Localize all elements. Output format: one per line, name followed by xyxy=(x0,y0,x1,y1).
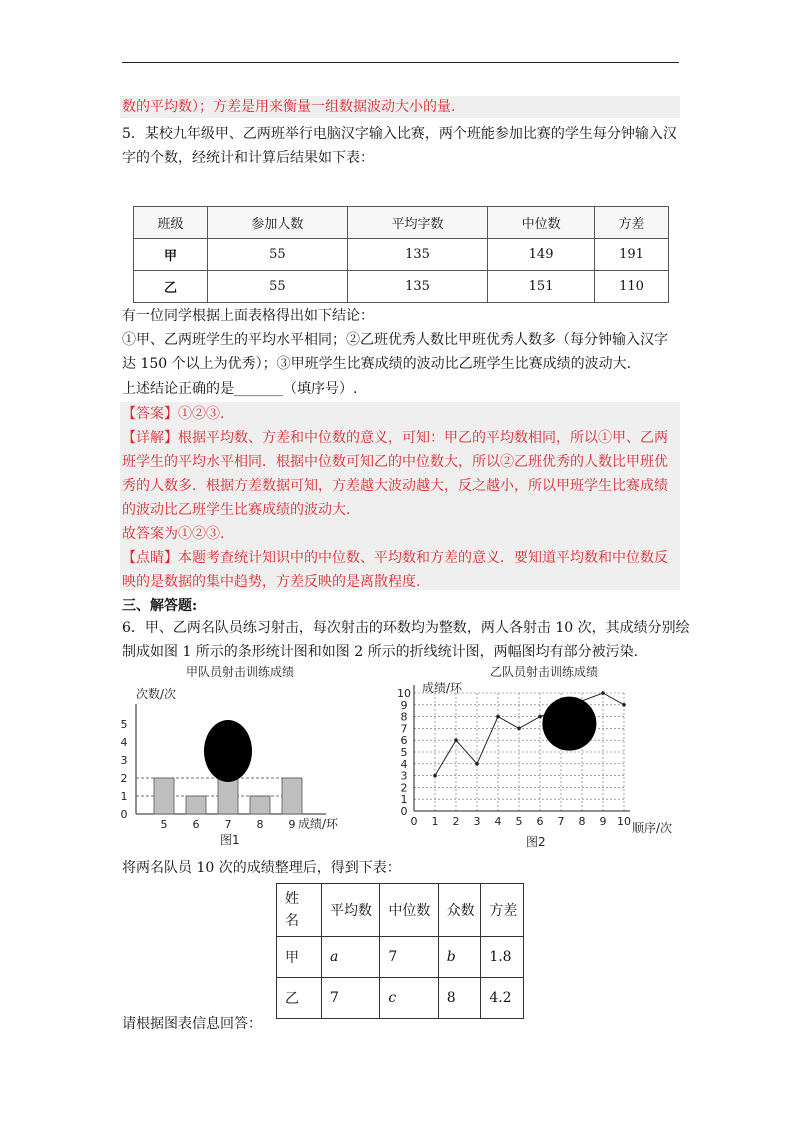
q5-th: 中位数 xyxy=(488,207,595,239)
q5-cell: 135 xyxy=(347,239,487,271)
chart2-point xyxy=(538,715,542,719)
chart1-title: 甲队员射击训练成绩 xyxy=(185,665,295,679)
q6-table-header xyxy=(277,884,524,937)
q5-cell: 191 xyxy=(595,239,669,271)
intro-text: 数的平均数）；方差是用来衡量一组数据波动大小的量. xyxy=(122,99,456,115)
chart1-x-tick: 8 xyxy=(256,818,264,831)
chart2-point xyxy=(622,703,626,707)
chart2-y-tick: 2 xyxy=(400,781,408,795)
chart2-grid xyxy=(397,685,631,828)
q5-th: 平均字数 xyxy=(347,207,487,239)
chart2-y-tick: 7 xyxy=(400,722,408,736)
chart2-point xyxy=(601,691,605,695)
chart2-y-tick: 5 xyxy=(400,746,408,759)
q6-line2: 制成如图 1 所示的条形统计图和如图 2 所示的折线统计图，两幅图均有部分被污染. xyxy=(122,644,639,660)
chart1-x-tick: 5 xyxy=(160,818,168,831)
q6-th: 中位数 xyxy=(380,884,438,937)
chart2-x-tick: 10 xyxy=(617,815,631,828)
chart2-x-tick: 8 xyxy=(578,815,586,828)
chart1-bar xyxy=(282,778,302,814)
q5-th: 班级 xyxy=(134,207,208,239)
q6-line1: 6．甲、乙两名队员练习射击，每次射击的环数均为整数，两人各射击 10 次，其成绩分别绘 xyxy=(122,620,690,636)
q6-cell: b xyxy=(438,937,481,978)
q5-cell: 55 xyxy=(207,271,347,303)
chart2-x-tick: 9 xyxy=(599,815,607,828)
detail-line: 的波动比乙班学生比赛成绩的波动大. xyxy=(122,502,351,518)
q5-table xyxy=(133,206,669,303)
bar-chart-figure1 xyxy=(110,660,370,850)
chart2-title: 乙队员射击训练成绩 xyxy=(489,665,599,679)
q5-cell: 甲 xyxy=(134,239,208,271)
detail-line: 班学生的平均水平相同．根据中位数可知乙的中位数大，所以②乙班优秀的人数比甲班优 xyxy=(122,454,668,470)
table-row xyxy=(277,978,524,1019)
q6-th: 平均数 xyxy=(322,884,380,937)
q6-th-name xyxy=(277,884,322,937)
chart1-y-tick: 3 xyxy=(120,754,128,767)
chart2-y-tick: 4 xyxy=(400,757,408,771)
chart1-bar xyxy=(154,778,174,814)
q5-cell: 乙 xyxy=(134,271,208,303)
chart1-x-tick: 7 xyxy=(224,818,232,831)
chart2-point xyxy=(496,715,500,719)
q6-cell: c xyxy=(380,978,438,1019)
section-title: 三、解答题: xyxy=(122,598,198,614)
q5-line2: 字的个数，经统计和计算后结果如下表： xyxy=(122,150,374,166)
q6-cell: 7 xyxy=(380,937,438,978)
detail-line: 秀的人数多．根据方差数据可知，方差越大波动越大，反之越小，所以甲班学生比赛成绩 xyxy=(122,478,668,494)
header-rule xyxy=(122,62,679,63)
q6-cell: 8 xyxy=(438,978,481,1019)
chart2-x-tick: 4 xyxy=(494,815,502,828)
chart2-point xyxy=(433,774,437,778)
chart1-x-tick: 6 xyxy=(192,818,200,831)
chart1-bar xyxy=(218,778,238,814)
chart2-y-tick: 1 xyxy=(400,793,408,807)
q6-cell: 1.8 xyxy=(481,937,524,978)
q5-th: 参加人数 xyxy=(207,207,347,239)
q6-table xyxy=(276,883,524,1019)
q6-cell: 乙 xyxy=(277,978,322,1019)
detail-line: 故答案为①②③. xyxy=(122,526,225,542)
chart2-y-tick: 9 xyxy=(400,698,408,712)
chart2-x-tick: 7 xyxy=(557,815,565,828)
chart2-x-tick: 1 xyxy=(431,815,439,828)
q5-cell: 151 xyxy=(488,271,595,303)
detail-line: 【详解】根据平均数、方差和中位数的意义，可知：甲乙的平均数相同，所以①甲、乙两 xyxy=(122,430,668,446)
chart2-x-tick: 3 xyxy=(473,815,481,828)
q6-th: 方差 xyxy=(481,884,524,937)
chart1-y-tick: 4 xyxy=(120,736,128,749)
chart1-x-tick: 9 xyxy=(288,818,296,831)
chart2-xlabel: 顺序/次 xyxy=(632,821,673,835)
answer-text: 【答案】①②③. xyxy=(122,406,225,422)
chart2-x-tick: 5 xyxy=(515,815,523,828)
chart2-marks xyxy=(433,691,626,777)
chart2-point xyxy=(475,762,479,766)
chart2-y-tick: 0 xyxy=(400,805,408,818)
q5-cell: 55 xyxy=(207,239,347,271)
chart2-point xyxy=(454,738,458,742)
chart2-y-tick: 3 xyxy=(400,769,408,783)
q5-conclusion-1: ①甲、乙两班学生的平均水平相同；②乙班优秀人数比甲班优秀人数多（每分钟输入汉字 xyxy=(122,332,668,348)
chart1-ink-blot xyxy=(204,720,252,782)
q5-cell: 149 xyxy=(488,239,595,271)
chart2-x-tick: 2 xyxy=(452,815,460,828)
q6-cell: 4.2 xyxy=(481,978,524,1019)
q5-cell: 135 xyxy=(347,271,487,303)
chart1-y-tick: 1 xyxy=(120,790,128,803)
point-line: 映的是数据的集中趋势，方差反映的是离散程度. xyxy=(122,574,421,590)
chart1-caption: 图1 xyxy=(220,833,240,847)
q6-th-name-text: 姓 名 xyxy=(285,891,299,929)
q5-line1: 5．某校九年级甲、乙两班举行电脑汉字输入比赛，两个班能参加比赛的学生每分钟输入汉 xyxy=(122,126,677,142)
line-chart-figure2 xyxy=(392,660,692,850)
q6-cell: a xyxy=(322,937,380,978)
q6-line3: 将两名队员 10 次的成绩整理后，得到下表： xyxy=(122,860,401,876)
q5-th: 方差 xyxy=(595,207,669,239)
point-line: 【点睛】本题考查统计知识中的中位数、平均数和方差的意义．要知道平均数和中位数反 xyxy=(122,550,668,566)
chart2-y-tick: 8 xyxy=(400,710,408,724)
chart2-y-tick: 6 xyxy=(400,734,408,748)
chart2-series-line xyxy=(435,693,624,776)
q5-conclusion-2: 达 150 个以上为优秀）；③甲班学生比赛成绩的波动比乙班学生比赛成绩的波动大. xyxy=(122,356,632,372)
chart2-x-tick: 6 xyxy=(536,815,544,828)
q6-last-line: 请根据图表信息回答： xyxy=(122,1016,262,1032)
q5-conclusion-intro: 有一位同学根据上面表格得出如下结论： xyxy=(122,308,374,324)
chart1-y-tick: 2 xyxy=(120,772,128,785)
q5-table-header xyxy=(134,207,669,239)
q6-cell: 7 xyxy=(322,978,380,1019)
chart2-x-tick: 0 xyxy=(410,815,418,828)
chart2-y-tick: 10 xyxy=(397,687,411,700)
chart1-ylabel: 次数/次 xyxy=(136,687,177,701)
q6-th: 众数 xyxy=(438,884,481,937)
q5-cell: 110 xyxy=(595,271,669,303)
table-row xyxy=(134,239,669,271)
chart1-y-tick: 0 xyxy=(120,808,128,821)
q5-question: 上述结论正确的是_______（填序号）. xyxy=(122,381,358,397)
chart1-bar xyxy=(186,796,206,814)
chart1-y-tick: 5 xyxy=(120,718,128,731)
chart2-point xyxy=(517,727,521,731)
chart1-bar xyxy=(250,796,270,814)
chart2-ylabel: 成绩/环 xyxy=(422,681,463,695)
chart2-caption: 图2 xyxy=(526,835,546,849)
q6-cell: 甲 xyxy=(277,937,322,978)
chart1-xlabel: 成绩/环 xyxy=(298,817,339,831)
table-row xyxy=(277,937,524,978)
chart2-ink-blot xyxy=(542,697,596,751)
table-row xyxy=(134,271,669,303)
